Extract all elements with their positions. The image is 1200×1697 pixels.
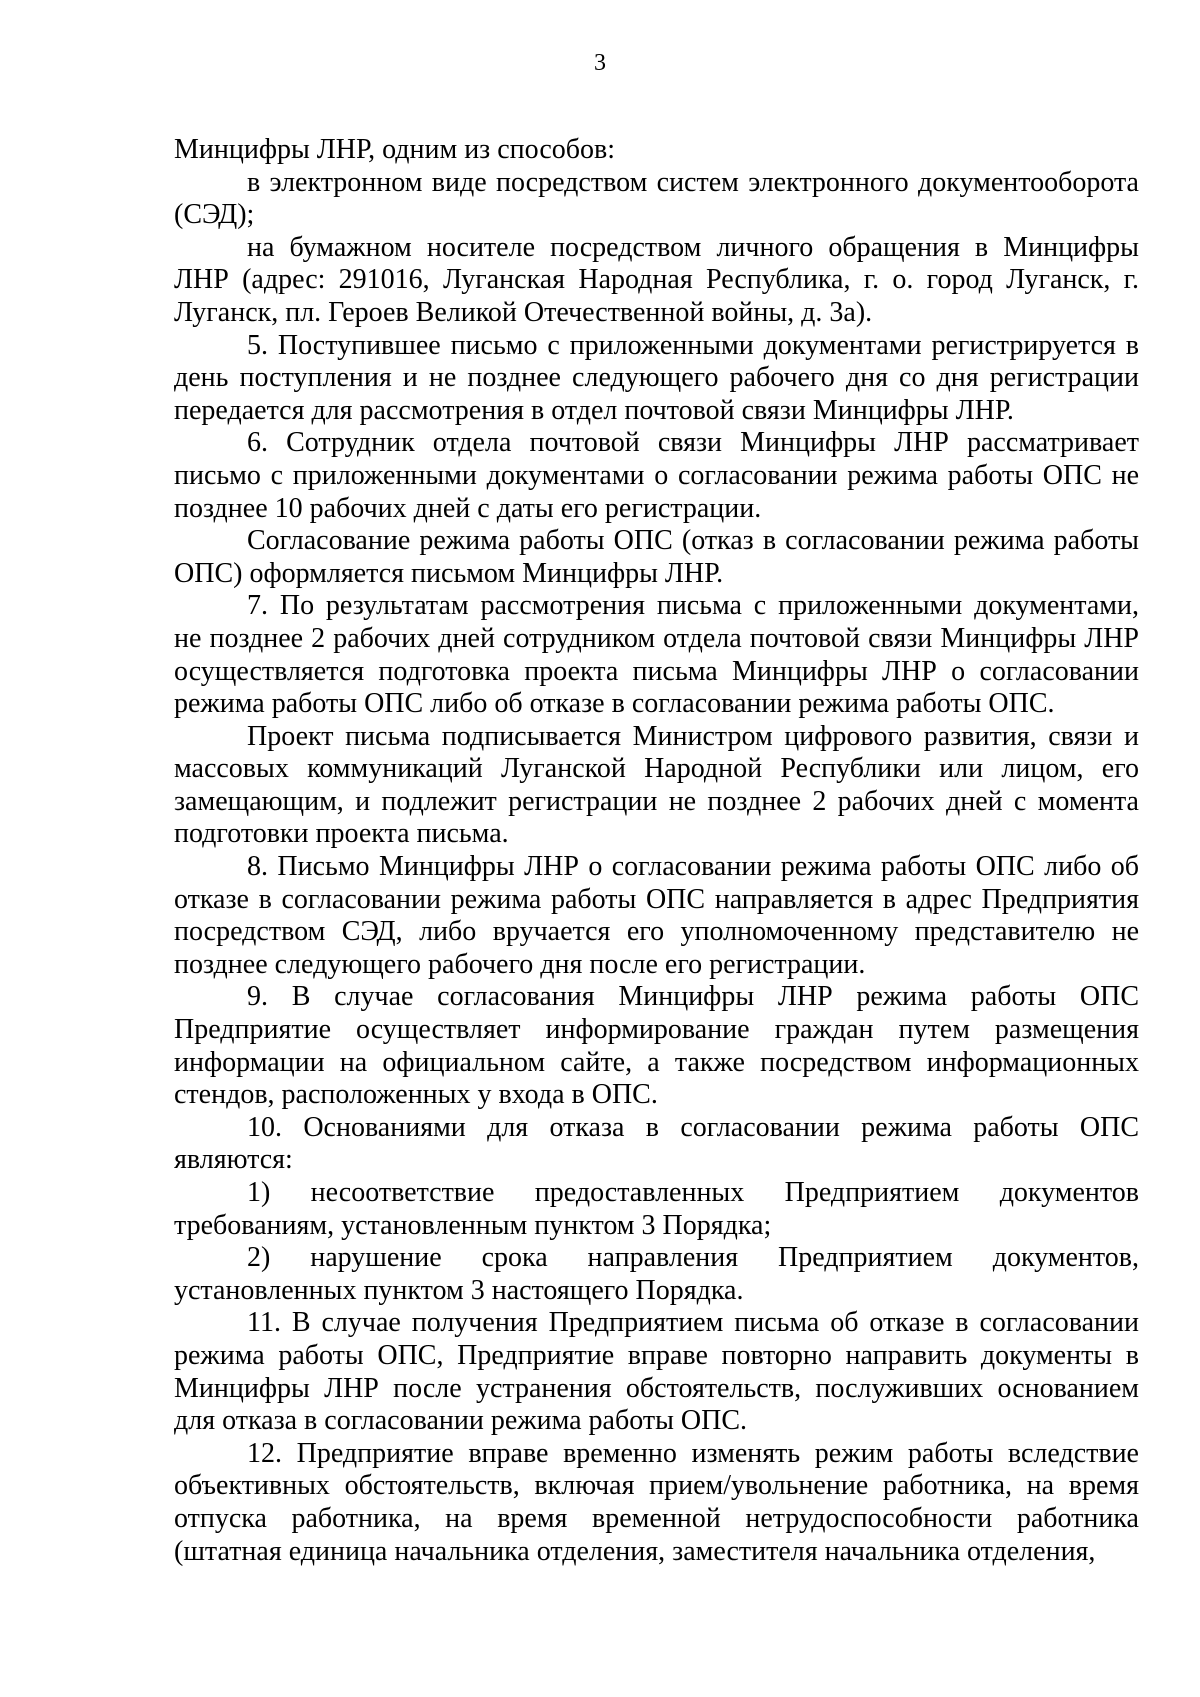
paragraph: 6. Сотрудник отдела почтовой связи Минцифры ЛНР рассматривает письмо с приложенными документами о согласовании режима работы ОПС не позднее 10 рабочих дней с даты его регистрации.	[174, 427, 1139, 524]
paragraph: в электронном виде посредством систем электронного документооборота (СЭД);	[174, 166, 1139, 231]
document-body	[174, 134, 1139, 1568]
paragraph: 9. В случае согласования Минцифры ЛНР режима работы ОПС Предприятие осуществляет информирование граждан путем размещения информации на официальном сайте, а также посредством информационных стендов, расположенных у входа в ОПС.	[174, 981, 1139, 1111]
paragraph: 12. Предприятие вправе временно изменять режим работы вследствие объективных обстоятельств, включая прием/увольнение работника, на время отпуска работника, на время временной нетрудоспособности работника (штатная единица начальника отделения, заместителя начальника отделения,	[174, 1437, 1139, 1567]
paragraph: Проект письма подписывается Министром цифрового развития, связи и массовых коммуникаций Луганской Народной Республики или лицом, его замещающим, и подлежит регистрации не позднее 2 рабочих дней с момента подготовки проекта письма.	[174, 720, 1139, 850]
paragraph: 1) несоответствие предоставленных Предприятием документов требованиям, установленным пунктом 3 Порядка;	[174, 1177, 1139, 1241]
paragraph: 11. В случае получения Предприятием письма об отказе в согласовании режима работы ОПС, Предприятие вправе повторно направить документы в Минцифры ЛНР после устранения обстоятельств, послуживших основанием для отказа в согласовании режима работы ОПС.	[174, 1307, 1139, 1437]
paragraph: 8. Письмо Минцифры ЛНР о согласовании режима работы ОПС либо об отказе в согласовании режима работы ОПС направляется в адрес Предприятия посредством СЭД, либо вручается его уполномоченному представителю не позднее следующего рабочего дня после его регистрации.	[174, 851, 1139, 980]
paragraph: Согласование режима работы ОПС (отказ в согласовании режима работы ОПС) оформляется письмом Минцифры ЛНР.	[174, 525, 1139, 589]
paragraph: 2) нарушение срока направления Предприятием документов, установленных пунктом 3 настоящего Порядка.	[174, 1242, 1139, 1306]
paragraph: 10. Основаниями для отказа в согласовании режима работы ОПС являются:	[174, 1111, 1139, 1176]
paragraph: 7. По результатам рассмотрения письма с приложенными документами, не позднее 2 рабочих дней сотрудником отдела почтовой связи Минцифры ЛНР осуществляется подготовка проекта письма Минцифры ЛНР о согласовании режима работы ОПС либо об отказе в согласовании режима работы ОПС.	[174, 590, 1139, 720]
paragraph: Минцифры ЛНР, одним из способов:	[174, 134, 616, 165]
paragraph: на бумажном носителе посредством личного обращения в Минцифры ЛНР (адрес: 291016, Луганская Народная Республика, г. о. город Луганск, г. Луганск, пл. Героев Великой Отечественной войны, д. 3а).	[174, 231, 1139, 328]
page-number: 3	[594, 50, 606, 76]
paragraph: 5. Поступившее письмо с приложенными документами регистрируется в день поступления и не позднее следующего рабочего дня со дня регистрации передается для рассмотрения в отдел почтовой связи Минцифры ЛНР.	[174, 329, 1139, 426]
